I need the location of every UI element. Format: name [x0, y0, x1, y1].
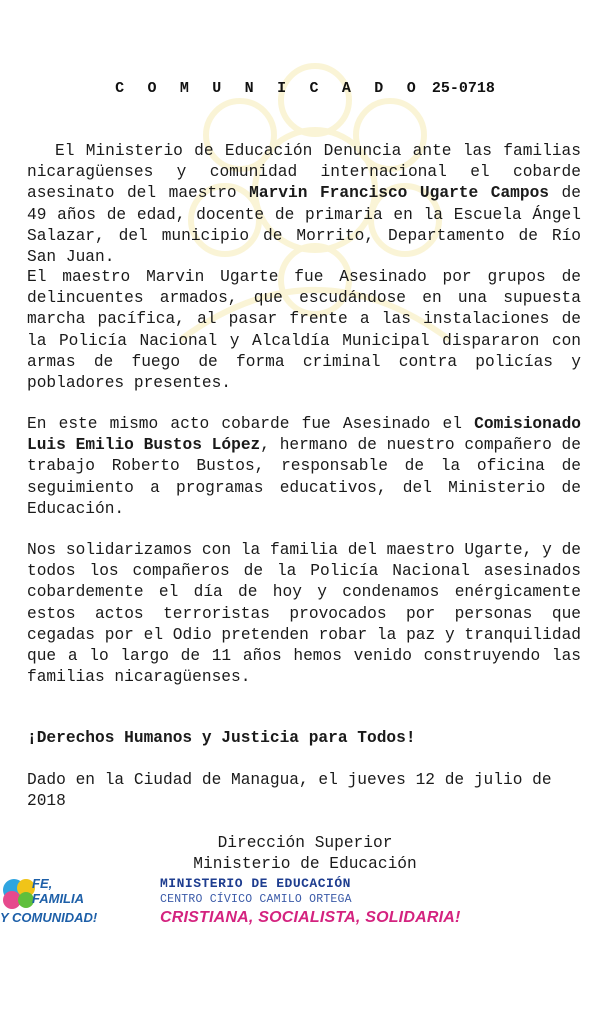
title-number: 25-0718	[431, 80, 495, 97]
ministry-address: CENTRO CÍVICO CAMILO ORTEGA	[160, 893, 352, 906]
logo-left-line-1: FE,	[32, 876, 53, 891]
date-line: Dado en la Ciudad de Managua, el jueves 12 de julio de 2018	[27, 771, 552, 811]
paragraph-2: El maestro Marvin Ugarte fue Asesinado por grupos de delincuentes armados, que escudándose en una supuesta marcha pacífica, al pasar frente a las instalaciones de la Policía Nacional y Alcaldía Municipal dispararon con armas de fuego de forma criminal contra policías y pobladores presentes.	[27, 268, 581, 393]
ministry-name: MINISTERIO DE EDUCACIÓN	[160, 876, 351, 891]
paragraph-1	[27, 141, 581, 268]
document-title	[0, 80, 610, 97]
title-word: C O M U N I C A D O	[115, 80, 423, 97]
logo-left-line-3: Y COMUNIDAD!	[0, 910, 98, 925]
logo-left-line-2: FAMILIA	[32, 891, 84, 906]
paragraph-3-text-b: , hermano de nuestro compañero de trabajo Roberto Bustos, responsable de la oficina de seguimiento a programas educativos, del Ministerio de Educación.	[27, 436, 581, 518]
paragraph-3	[27, 414, 581, 520]
commissioner-name: Comisionado Luis Emilio Bustos López	[27, 415, 581, 455]
signature-line-2: Ministerio de Educación	[193, 855, 417, 873]
paragraph-1-text-b: de 49 años de edad, docente de primaria en la Escuela Ángel Salazar, del municipio de Morrito, Departamento de Río San Juan.	[27, 184, 581, 267]
paragraph-4: Nos solidarizamos con la familia del maestro Ugarte, y de todos los compañeros de la Policía Nacional asesinados cobardemente el día de hoy y condenamos enérgicamente estos actos terroristas provocados por personas que cegadas por el Odio pretenden robar la paz y tranquilidad que a lo largo de 11 años hemos venido construyendo las familias nicaragüenses.	[27, 541, 581, 687]
signature-line-1: Dirección Superior	[217, 834, 393, 852]
slogan: ¡Derechos Humanos y Justicia para Todos!	[27, 729, 416, 747]
ministry-motto: CRISTIANA, SOCIALISTA, SOLIDARIA!	[160, 909, 461, 926]
fe-familia-comunidad-logo	[0, 872, 110, 932]
ministerio-educacion-logo	[160, 876, 461, 927]
paragraph-1-text-a: El Ministerio de Educación Denuncia ante las familias nicaragüenses y comunidad internacional el cobarde asesinato del maestro	[27, 142, 581, 203]
paragraph-3-text-a: En este mismo acto cobarde fue Asesinado el	[27, 415, 475, 433]
teacher-name: Marvin Francisco Ugarte Campos	[249, 184, 550, 203]
